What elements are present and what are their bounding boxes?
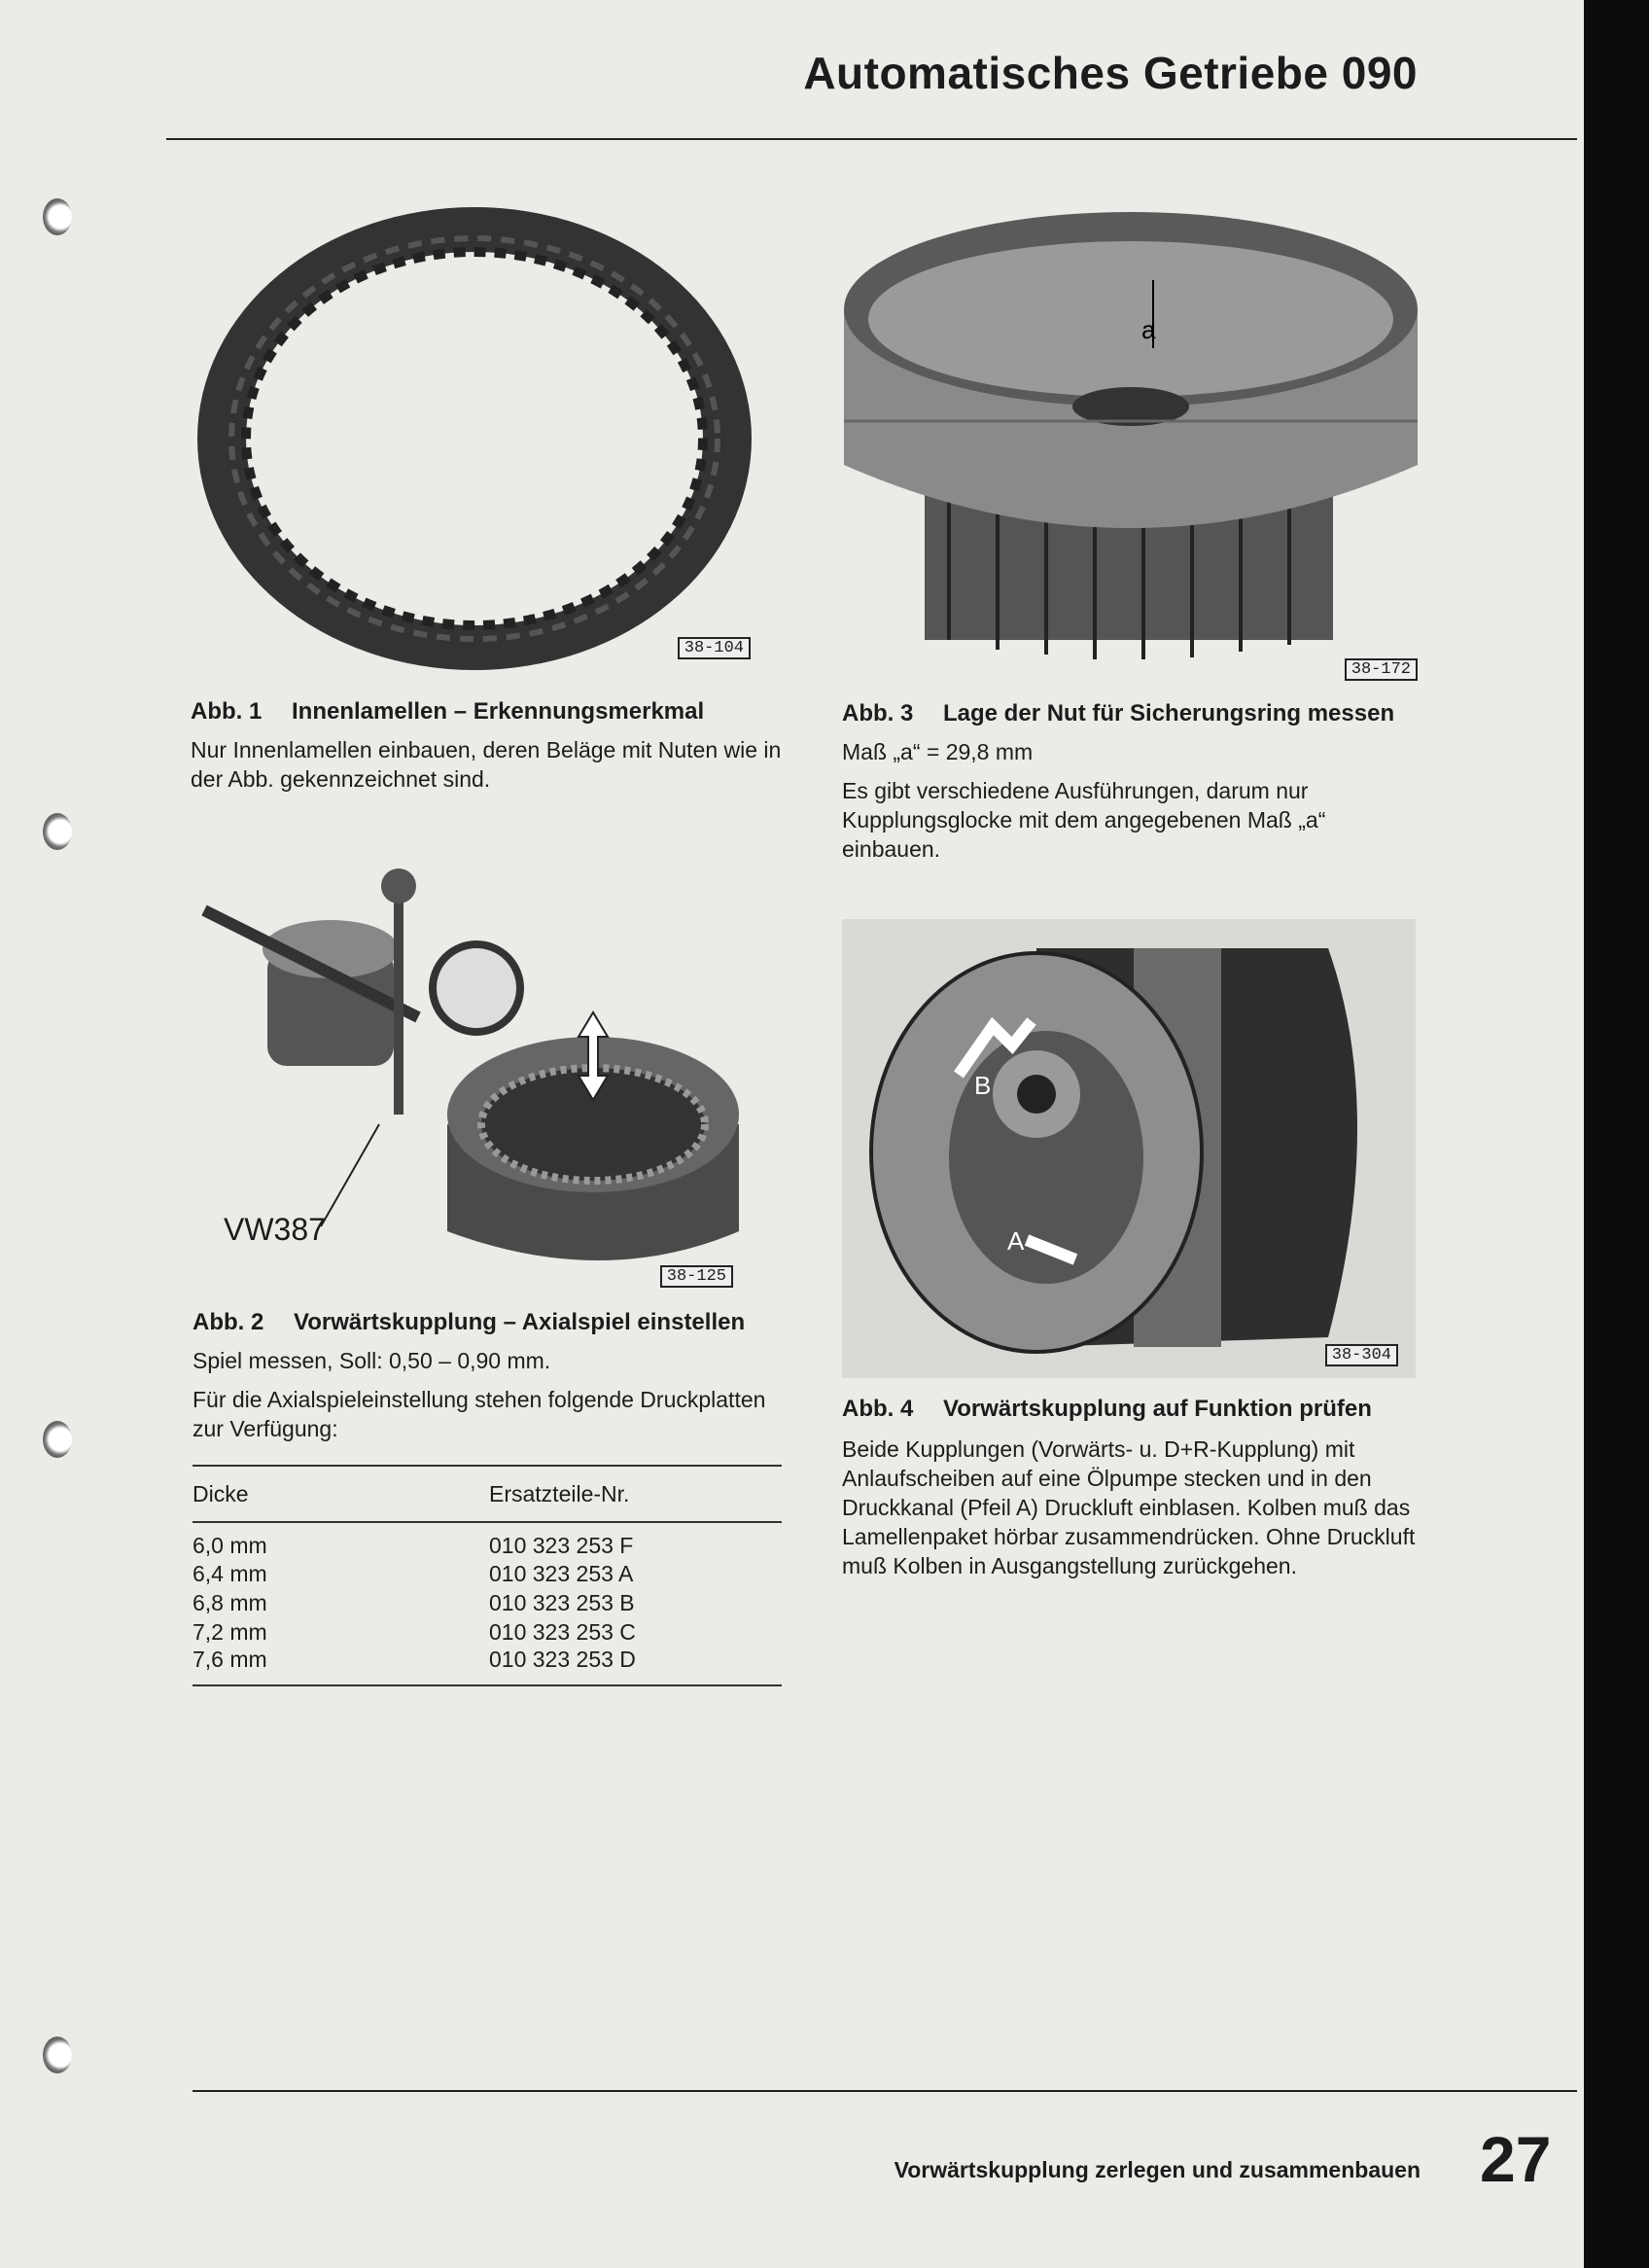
column-header: Ersatzteile-Nr. [489,1480,630,1506]
caption-text: Beide Kupplungen (Vorwärts- u. D+R-Kupplung) mit Anlaufscheiben auf eine Ölpumpe stecken und in den Druckkanal (Pfeil A) Druckluft einblasen. Kolben muß das Lamellenpaket hörbar zusammendrücken. Ohne Druckluft muß Kolben in Ausgangstellung zurückgehen. [842,1436,1416,1578]
caption-number: Abb. 2 [193,1309,264,1335]
table-row [193,1617,782,1647]
measure-text: Maß „a“ = 29,8 mm [842,739,1034,764]
caption-title: Vorwärtskupplung auf Funktion prüfen [943,1396,1372,1422]
punch-hole [43,1421,72,1458]
page-title: Automatisches Getriebe 090 [803,48,1418,98]
part-number-cell: 010 323 253 D [489,1647,636,1672]
caption-title: Innenlamellen – Erkennungsmerkmal [292,698,705,725]
punch-hole [43,2037,72,2073]
figure-label: 38-304 [1325,1344,1398,1366]
table-row [193,1588,782,1617]
measure-text: Spiel messen, Soll: 0,50 – 0,90 mm. [193,1348,551,1373]
punch-hole [43,198,72,235]
header-rule [166,138,1577,140]
caption-number: Abb. 3 [842,700,914,726]
figure-3-caption-block [842,700,1445,864]
caption-title: Lage der Nut für Sicherungsring messen [943,700,1395,726]
part-number-cell: 010 323 253 F [489,1533,634,1558]
table-row [193,1559,782,1588]
caption-text: Nur Innenlamellen einbauen, deren Beläge mit Nuten wie in der Abb. gekennzeichnet sind. [191,737,782,792]
dimension-marker: a [1141,315,1156,344]
part-number-cell: 010 323 253 B [489,1589,635,1615]
figure-1-clutch-disc [194,202,754,675]
part-number-cell: 010 323 253 C [489,1618,636,1645]
footer-section-title: Vorwärtskupplung zerlegen und zusammenbauen [894,2157,1421,2182]
figure-label: 38-172 [1345,658,1418,681]
page-number: 27 [1480,2123,1552,2195]
punch-hole [43,813,72,850]
arrow-a-label: A [1007,1226,1025,1256]
figure-4-caption-block [842,1396,1445,1580]
caption-title: Vorwärtskupplung – Axialspiel einstellen [294,1309,746,1335]
figure-3-clutch-drum [842,202,1420,681]
pressure-plate-table [193,1465,782,1686]
table-header-row [193,1466,782,1522]
clutch-assembly-image [842,919,1416,1378]
thickness-cell: 6,0 mm [193,1533,267,1558]
figure-2-caption-block [193,1309,795,1443]
figure-1-caption-block [191,698,793,794]
clutch-drum-image [842,202,1420,681]
figure-label: 38-104 [678,637,751,659]
caption-number: Abb. 4 [842,1396,914,1422]
thickness-cell: 6,4 mm [193,1560,267,1586]
clutch-disc-image [194,202,754,675]
thickness-cell: 7,2 mm [193,1618,267,1645]
thickness-cell: 7,6 mm [193,1647,267,1672]
caption-text: Es gibt verschiedene Ausführungen, darum nur Kupplungsglocke mit dem angegebenen Maß „a“ einbauen. [842,778,1326,862]
thickness-cell: 6,8 mm [193,1589,267,1615]
caption-number: Abb. 1 [191,698,263,725]
figure-4-clutch-assembly [842,919,1416,1378]
part-number-cell: 010 323 253 A [489,1560,634,1586]
scan-edge [1584,0,1649,2268]
tool-label: VW387 [224,1212,326,1247]
figure-2-measuring-setup [194,852,739,1290]
column-header: Dicke [193,1480,249,1506]
table-row [193,1647,782,1685]
arrow-b-label: B [974,1071,992,1100]
caption-text: Für die Axialspieleinstellung stehen folgende Druckplatten zur Verfügung: [193,1387,766,1441]
table-row [193,1522,782,1559]
footer-rule [193,2090,1577,2092]
figure-label: 38-125 [660,1265,733,1288]
